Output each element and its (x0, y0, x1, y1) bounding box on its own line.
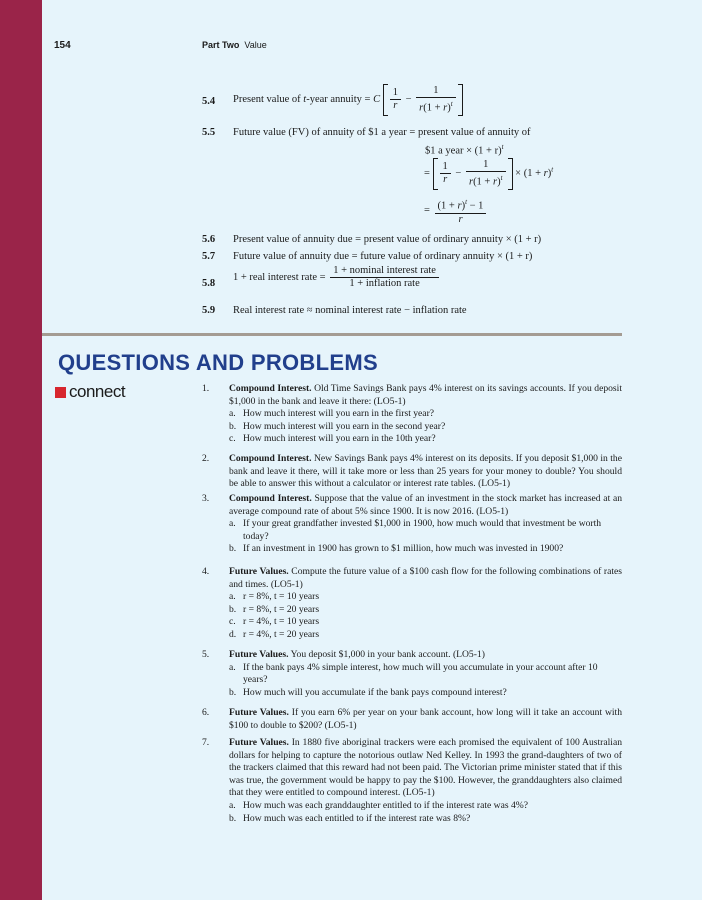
equation-5-5-line2: $1 a year × $(1 + r)^t$ (425, 143, 504, 157)
question-item (202, 649, 622, 699)
section-divider (42, 333, 622, 336)
question-item (202, 737, 622, 825)
question-text: Future Values. You deposit $1,000 in your bank account. (LO5-1) (229, 649, 485, 660)
question-number: 6. (202, 707, 210, 718)
question-item (202, 707, 622, 732)
equation-number: 5.8 (202, 278, 216, 289)
sub-question: a. How much was each granddaughter entitled to if the interest rate was 4%? (229, 799, 529, 811)
sub-question: d. r = 4%, t = 20 years (229, 628, 320, 640)
mcgraw-hill-logo-icon (55, 387, 66, 398)
equation-5-4: Present value of t-year annuity = C $\frac{1}{r}$ − $\frac{1}{r(1 + r)^t}$ (233, 84, 463, 116)
question-text: Compound Interest. New Savings Bank pays 4% interest on its deposits. If you deposit $1,000 in the bank and leave it there, will it take more or less than 25 years for your money to double? You should be able to answer this without a calculator or interest rate tables. (LO5-1) (229, 453, 622, 490)
equation-5-5-simplified: = $\frac{(1 + r)^t - 1}{r}$ (424, 196, 488, 226)
equation-number: 5.6 (202, 234, 216, 245)
part-title: Value (244, 40, 267, 50)
question-text: Future Values. In 1880 five aboriginal trackers were each promised the equivalent of 100 Australian dollars for helping to capture the notorious outlaw Ned Kelley. In 1993 the grand-daughters of two of the trackers claimed that this reward had not been paid. The Victorian prime minister stated that if this was true, the government would be happy to pay the $100. However, the granddaughters also claimed that they were entitled to compound interest. (LO5-1) (229, 737, 623, 799)
question-item (202, 566, 622, 642)
question-item (202, 453, 622, 491)
sub-question: b. How much was each entitled to if the interest rate was 8%? (229, 812, 471, 824)
equation-5-6: Present value of annuity due = present value of ordinary annuity × (1 + r) (233, 234, 542, 245)
sub-question: a. If your great grandfather invested $1,000 in 1900, how much would that investment be worth today? (229, 518, 602, 542)
sub-question: a. r = 8%, t = 10 years (229, 591, 320, 603)
question-number: 1. (202, 383, 210, 394)
equation-5-7: Future value of annuity due = future value of ordinary annuity × (1 + r) (233, 251, 533, 262)
question-text: Future Values. Compute the future value of a $100 cash flow for the following combinations of rates and times. (LO5-1) (229, 566, 622, 590)
equation-number: 5.9 (202, 305, 216, 316)
sub-question: b. How much interest will you earn in the second year? (229, 420, 446, 432)
sub-question: a. How much interest will you earn in the first year? (229, 408, 435, 420)
question-text: Compound Interest. Old Time Savings Bank pays 4% interest on its savings accounts. If you deposit $1,000 in the bank and leave it there: (LO5-1) (229, 383, 622, 407)
equation-5-5-line1: Future value (FV) of annuity of $1 a year = present value of annuity of (233, 127, 531, 138)
question-text: Compound Interest. Suppose that the value of an investment in the stock market has increased at an average compound rate of about 5% since 1900. It is now 2016. (LO5-1) (229, 493, 622, 517)
question-number: 7. (202, 737, 210, 748)
running-header (202, 40, 267, 50)
question-number: 4. (202, 566, 210, 577)
page-spine (0, 0, 42, 900)
sub-question: c. r = 4%, t = 10 years (229, 616, 320, 628)
sub-question: a. If the bank pays 4% simple interest, how much will you accumulate in your account after 10 years? (229, 661, 598, 686)
part-label: Part Two (202, 40, 240, 50)
connect-logo (55, 382, 125, 402)
question-item (202, 493, 622, 556)
connect-label: connect (69, 382, 126, 401)
question-number: 2. (202, 453, 210, 464)
equation-5-5-expansion: = $\frac{1}{r}$ − $\frac{1}{r(1 + r)^t}$ × $(1 + r)^t$ (424, 159, 554, 188)
equation-5-8: 1 + real interest rate = $\frac{\text{1 + nominal interest rate}}{\text{1 + inflation rate}}$ (233, 265, 441, 290)
page-number: 154 (54, 40, 71, 51)
equation-number: 5.4 (202, 96, 216, 107)
question-text: Future Values. If you earn 6% per year on your bank account, how long will it take an account with $100 to double to $200? (LO5-1) (229, 707, 623, 731)
sub-question: b. If an investment in 1900 has grown to $1 million, how much was invested in 1900? (229, 543, 564, 555)
sub-question: b. r = 8%, t = 20 years (229, 603, 320, 615)
equation-number: 5.7 (202, 251, 216, 262)
question-item (202, 383, 622, 446)
question-number: 5. (202, 649, 210, 660)
section-title: QUESTIONS AND PROBLEMS (58, 350, 378, 375)
question-number: 3. (202, 493, 210, 504)
sub-question: b. How much will you accumulate if the bank pays compound interest? (229, 686, 507, 698)
sub-question: c. How much interest will you earn in the 10th year? (229, 433, 436, 445)
equation-5-9: Real interest rate ≈ nominal interest rate − inflation rate (233, 305, 467, 316)
equation-number: 5.5 (202, 127, 216, 138)
